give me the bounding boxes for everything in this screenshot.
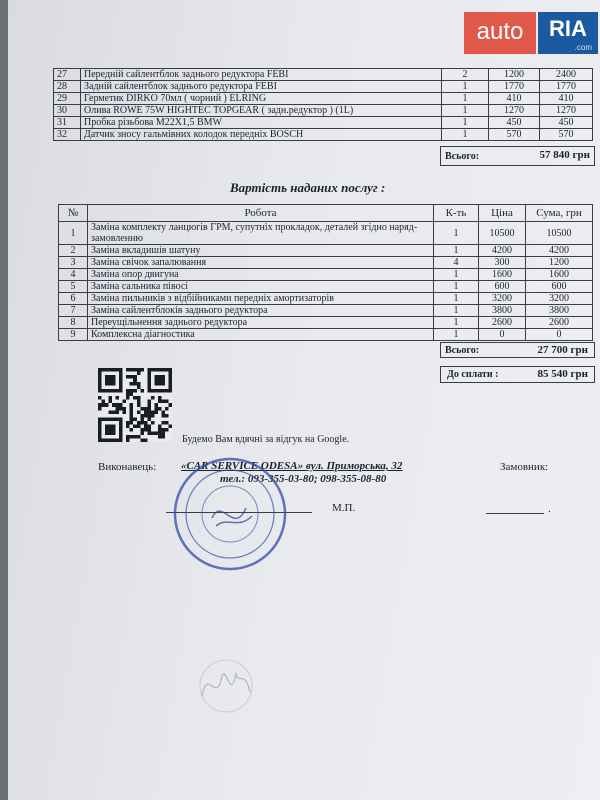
service-name: Заміна опор двигуна xyxy=(88,269,434,281)
customer-signature-line xyxy=(486,513,544,514)
part-qty: 1 xyxy=(442,93,489,105)
services-total xyxy=(440,342,595,358)
part-price: 410 xyxy=(489,93,540,105)
service-sum: 0 xyxy=(526,329,593,341)
stamp-place-label: М.П. xyxy=(332,502,356,514)
services-total-value: 27 700 грн xyxy=(537,344,588,356)
header-number: № xyxy=(59,205,88,222)
part-price: 1270 xyxy=(489,105,540,117)
service-row xyxy=(59,245,593,257)
parts-total-value: 57 840 грн xyxy=(539,149,590,161)
part-sum: 1770 xyxy=(540,81,593,93)
qr-code xyxy=(98,368,172,442)
watermark-com: .com xyxy=(574,43,592,52)
service-row xyxy=(59,293,593,305)
part-number: 32 xyxy=(54,129,81,141)
service-qty: 1 xyxy=(434,329,479,341)
watermark-auto: auto xyxy=(464,12,536,54)
service-qty: 1 xyxy=(434,269,479,281)
service-qty: 1 xyxy=(434,305,479,317)
part-name: Датчик зносу гальмівних колодок передніх BOSCH xyxy=(81,129,442,141)
customer-label: Замовник: xyxy=(500,461,549,473)
service-price: 4200 xyxy=(479,245,526,257)
signature-dot: . xyxy=(548,503,551,515)
part-number: 27 xyxy=(54,69,81,81)
parts-row xyxy=(54,81,593,93)
part-sum: 570 xyxy=(540,129,593,141)
service-price: 300 xyxy=(479,257,526,269)
part-price: 1770 xyxy=(489,81,540,93)
service-sum: 3800 xyxy=(526,305,593,317)
part-price: 1200 xyxy=(489,69,540,81)
service-number: 4 xyxy=(59,269,88,281)
header-sum: Сума, грн xyxy=(526,205,593,222)
parts-total xyxy=(440,146,595,166)
service-qty: 1 xyxy=(434,281,479,293)
service-price: 3200 xyxy=(479,293,526,305)
service-sum: 1600 xyxy=(526,269,593,281)
service-row xyxy=(59,329,593,341)
services-header-row xyxy=(59,205,593,222)
part-price: 570 xyxy=(489,129,540,141)
service-number: 9 xyxy=(59,329,88,341)
part-sum: 2400 xyxy=(540,69,593,81)
service-price: 3800 xyxy=(479,305,526,317)
part-qty: 1 xyxy=(442,105,489,117)
part-number: 28 xyxy=(54,81,81,93)
service-sum: 10500 xyxy=(526,222,593,245)
service-number: 3 xyxy=(59,257,88,269)
part-name: Задній сайлентблок заднього редуктора FEBI xyxy=(81,81,442,93)
service-row xyxy=(59,281,593,293)
parts-row xyxy=(54,105,593,117)
part-sum: 450 xyxy=(540,117,593,129)
parts-row xyxy=(54,117,593,129)
service-number: 8 xyxy=(59,317,88,329)
service-number: 7 xyxy=(59,305,88,317)
amount-to-pay xyxy=(440,366,595,383)
part-sum: 1270 xyxy=(540,105,593,117)
service-sum: 3200 xyxy=(526,293,593,305)
service-price: 2600 xyxy=(479,317,526,329)
header-price: Ціна xyxy=(479,205,526,222)
parts-total-label: Всього: xyxy=(445,151,480,162)
service-sum: 4200 xyxy=(526,245,593,257)
service-row xyxy=(59,222,593,245)
part-qty: 1 xyxy=(442,117,489,129)
part-number: 31 xyxy=(54,117,81,129)
part-qty: 1 xyxy=(442,129,489,141)
service-name: Заміна комплекту ланцюгів ГРМ, супутніх прокладок, деталей згідно наряд-замовленню xyxy=(88,222,434,245)
service-price: 600 xyxy=(479,281,526,293)
parts-row xyxy=(54,93,593,105)
services-total-label: Всього: xyxy=(445,345,480,356)
service-row xyxy=(59,257,593,269)
part-number: 29 xyxy=(54,93,81,105)
service-number: 2 xyxy=(59,245,88,257)
autoria-watermark xyxy=(464,12,598,54)
services-heading: Вартість наданих послуг : xyxy=(230,180,386,195)
executor-label: Виконавець: xyxy=(98,461,157,473)
parts-row xyxy=(54,69,593,81)
service-sum: 600 xyxy=(526,281,593,293)
service-name: Заміна свічок запалювання xyxy=(88,257,434,269)
amount-to-pay-label: До сплати : xyxy=(447,369,499,380)
service-row xyxy=(59,269,593,281)
part-name: Пробка різьбова M22X1,5 BMW xyxy=(81,117,442,129)
parts-table xyxy=(53,68,593,141)
part-number: 30 xyxy=(54,105,81,117)
service-name: Заміна вкладишів шатуну xyxy=(88,245,434,257)
service-price: 1600 xyxy=(479,269,526,281)
service-name: Комплексна діагностика xyxy=(88,329,434,341)
service-name: Заміна сайлентблоків заднього редуктора xyxy=(88,305,434,317)
company-address: «CAR SERVICE ODESA» вул. Приморська, 32 xyxy=(181,460,403,472)
header-qty: К-ть xyxy=(434,205,479,222)
service-number: 1 xyxy=(59,222,88,245)
service-qty: 1 xyxy=(434,317,479,329)
parts-row xyxy=(54,129,593,141)
service-qty: 1 xyxy=(434,293,479,305)
watermark-ria: RIA xyxy=(538,12,598,54)
service-row xyxy=(59,317,593,329)
service-row xyxy=(59,305,593,317)
part-price: 450 xyxy=(489,117,540,129)
service-number: 6 xyxy=(59,293,88,305)
service-sum: 1200 xyxy=(526,257,593,269)
bleed-through-signature xyxy=(194,656,258,714)
service-sum: 2600 xyxy=(526,317,593,329)
part-qty: 2 xyxy=(442,69,489,81)
service-name: Заміна пильників з відбійниками передніх амортизаторів xyxy=(88,293,434,305)
service-qty: 1 xyxy=(434,245,479,257)
service-price: 10500 xyxy=(479,222,526,245)
part-name: Передній сайлентблок заднього редуктора FEBI xyxy=(81,69,442,81)
part-name: Герметик DIRKO 70мл ( чорний ) ELRING xyxy=(81,93,442,105)
google-review-note: Будемо Вам вдячні за відгук на Google. xyxy=(182,434,350,445)
part-sum: 410 xyxy=(540,93,593,105)
service-qty: 1 xyxy=(434,222,479,245)
services-table xyxy=(58,204,593,341)
service-price: 0 xyxy=(479,329,526,341)
document-page xyxy=(8,0,600,800)
service-number: 5 xyxy=(59,281,88,293)
part-name: Оливa ROWE 75W HIGHTEC TOPGEAR ( задн.редуктор ) (1L) xyxy=(81,105,442,117)
company-phones: тел.: 093-355-03-80; 098-355-08-80 xyxy=(220,473,387,485)
header-work: Робота xyxy=(88,205,434,222)
service-qty: 4 xyxy=(434,257,479,269)
service-name: Переущільнення заднього редуктора xyxy=(88,317,434,329)
service-name: Заміна сальника півосі xyxy=(88,281,434,293)
part-qty: 1 xyxy=(442,81,489,93)
company-stamp xyxy=(172,456,288,572)
amount-to-pay-value: 85 540 грн xyxy=(537,368,588,380)
